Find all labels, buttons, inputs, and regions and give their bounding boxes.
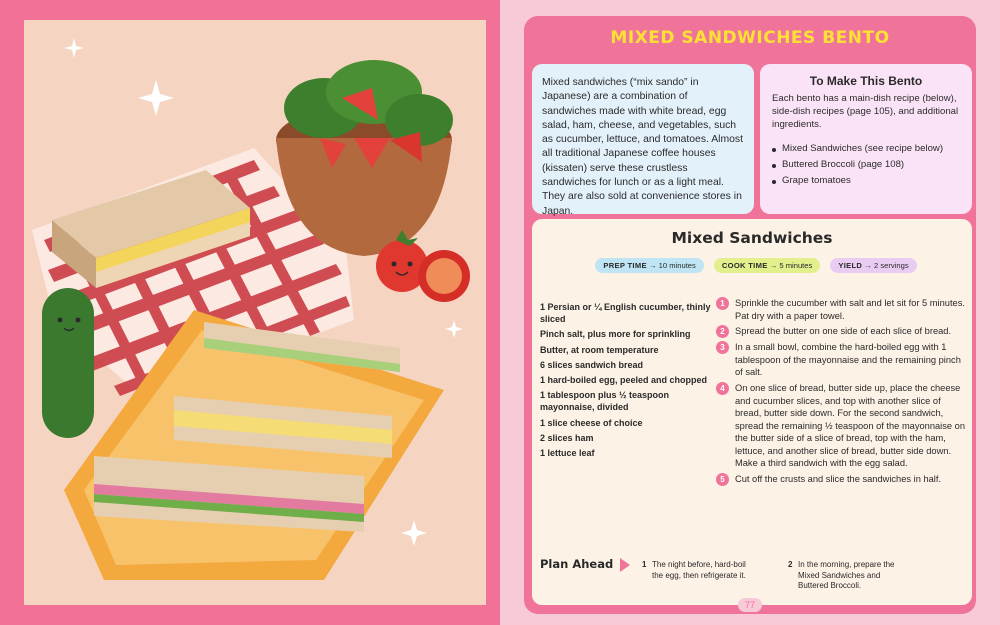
intro-text: Mixed sandwiches (“mix sando” in Japanese) are a combination of sandwiches made with white bread, egg salad, ham, cheese, and vegetables, such as cucumber, lettuce, and tomatoes. Almost all traditional Japanese coffee houses (kissaten) serve these crustless sandwiches for lunch or as a light meal. They are also sold at convenience stores in Japan. bbox=[542, 77, 743, 217]
step-text: Cut off the crusts and slice the sandwiches in half. bbox=[735, 474, 942, 485]
recipe-frame bbox=[524, 16, 976, 614]
bento-illustration bbox=[24, 20, 486, 605]
ingredients-list bbox=[540, 301, 715, 463]
plan-note-text: The night before, hard-boil the egg, then refrigerate it. bbox=[652, 560, 746, 580]
ingredient-item: Butter, at room temperature bbox=[540, 344, 659, 355]
plan-ahead-arrow-icon bbox=[620, 558, 630, 572]
prep-time-badge bbox=[595, 258, 703, 273]
step-number: 2 bbox=[716, 325, 729, 338]
ingredient-item: 1 tablespoon plus ½ teaspoon mayonnaise, divided bbox=[540, 390, 670, 413]
ingredient-item: 6 slices sandwich bread bbox=[540, 359, 644, 370]
plan-note-number: 1 bbox=[642, 560, 647, 569]
step-text: Sprinkle the cucumber with salt and let sit for 5 minutes. Pat dry with a paper towel. bbox=[735, 298, 965, 321]
cucumber bbox=[42, 288, 94, 438]
ingredient-item: 1 lettuce leaf bbox=[540, 448, 595, 459]
recipe-panel bbox=[532, 219, 972, 605]
plan-note-text: In the morning, prepare the Mixed Sandwiches and Buttered Broccoli. bbox=[798, 560, 895, 590]
step-number: 3 bbox=[716, 341, 729, 354]
to-make-list bbox=[772, 141, 960, 189]
cook-time-value: → 5 minutes bbox=[769, 261, 813, 270]
recipe-title: Mixed Sandwiches bbox=[671, 229, 833, 247]
plan-ahead-label: Plan Ahead bbox=[540, 557, 614, 571]
prep-time-label: PREP TIME bbox=[603, 261, 647, 270]
prep-time-value: → 10 minutes bbox=[648, 261, 696, 270]
to-make-item: Grape tomatoes bbox=[772, 173, 960, 189]
plan-ahead-note bbox=[788, 560, 908, 592]
right-page bbox=[500, 0, 1000, 625]
ingredient-item: 1 slice cheese of choice bbox=[540, 417, 643, 428]
step-number: 1 bbox=[716, 297, 729, 310]
page-title: MIXED SANDWICHES BENTO bbox=[610, 28, 890, 48]
plan-ahead-note bbox=[642, 560, 757, 581]
step-item bbox=[715, 325, 965, 338]
yield-value: → 2 servings bbox=[864, 261, 909, 270]
to-make-item: Mixed Sandwiches (see recipe below) bbox=[772, 141, 960, 157]
to-make-panel bbox=[760, 64, 972, 214]
yield-badge bbox=[830, 258, 916, 273]
illustration-svg bbox=[24, 20, 486, 605]
to-make-heading: To Make This Bento bbox=[809, 74, 923, 88]
recipe-times bbox=[576, 258, 936, 273]
step-item bbox=[715, 341, 965, 379]
ingredient-item: 1 hard-boiled egg, peeled and chopped bbox=[540, 375, 708, 386]
step-item bbox=[715, 473, 965, 486]
page-number: 77 bbox=[738, 598, 762, 612]
cook-time-badge bbox=[714, 258, 821, 273]
ingredient-item: 2 slices ham bbox=[540, 433, 594, 444]
steps-list bbox=[715, 297, 965, 489]
ingredient-item: Pinch salt, plus more for sprinkling bbox=[540, 329, 691, 340]
intro-panel bbox=[532, 64, 754, 217]
ingredient-item: 1 Persian or ¼ English cucumber, thinly sliced bbox=[540, 302, 711, 324]
to-make-text: Each bento has a main-dish recipe (below), side-dish recipes (page 105), and additional ingredients. bbox=[772, 93, 959, 130]
step-item bbox=[715, 382, 965, 470]
step-item bbox=[715, 297, 965, 322]
step-number: 5 bbox=[716, 473, 729, 486]
step-text: On one slice of bread, butter side up, place the cheese and cucumber slices, and top with another slice of bread, butter side down. For the second sandwich, spread the remaining ½ teaspoon of the mayonnaise on the butter side of a slice of bread, top with the ham, lettuce, and another slice of bread, butter side down. Make a third sandwich with the egg salad. bbox=[735, 383, 965, 469]
step-number: 4 bbox=[716, 382, 729, 395]
yield-label: YIELD bbox=[838, 261, 863, 270]
cook-time-label: COOK TIME bbox=[721, 261, 768, 270]
to-make-item: Buttered Broccoli (page 108) bbox=[772, 157, 960, 173]
plan-note-number: 2 bbox=[788, 560, 793, 569]
step-text: In a small bowl, combine the hard-boiled egg with 1 tablespoon of the mayonnaise and the remaining pinch of salt. bbox=[735, 342, 961, 378]
step-text: Spread the butter on one side of each slice of bread. bbox=[735, 326, 952, 337]
